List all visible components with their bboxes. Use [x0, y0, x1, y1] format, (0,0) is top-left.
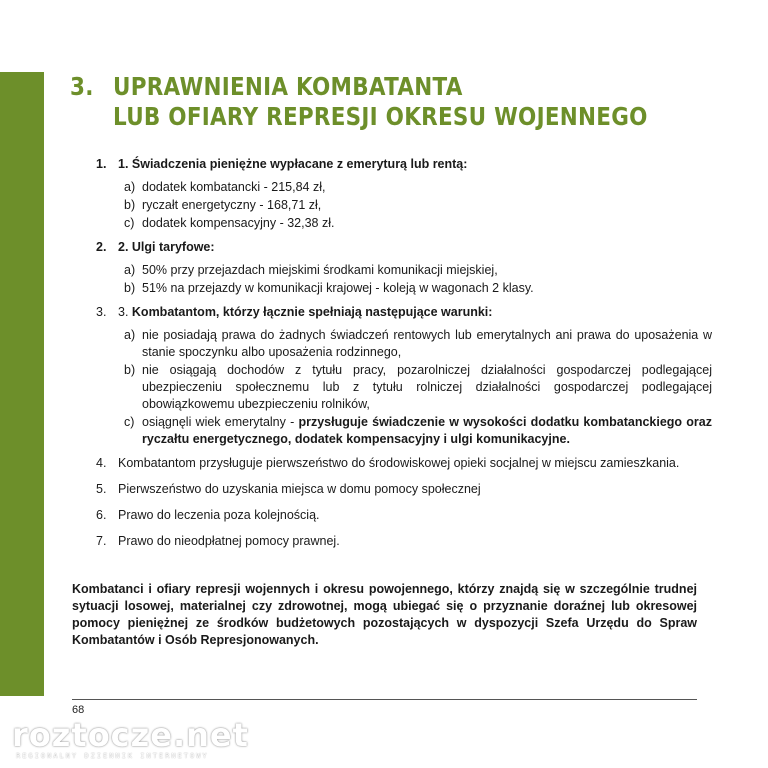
chapter-number: 3.	[70, 72, 94, 101]
sub-list	[118, 262, 712, 297]
item-text: Prawo do nieodpłatnej pomocy prawnej.	[118, 534, 340, 548]
item-text: Kombatantom przysługuje pierwszeństwo do środowiskowej opieki socjalnej w miejscu zamieszkania.	[118, 456, 680, 470]
sub-list	[118, 327, 712, 448]
sub-item	[118, 362, 712, 413]
sub-text: dodatek kombatancki - 215,84 zł,	[142, 180, 326, 194]
item-text: Pierwszeństwo do uzyskania miejsca w domu pomocy społecznej	[118, 482, 481, 496]
sub-letter: c)	[124, 216, 135, 230]
sub-letter: a)	[124, 328, 136, 342]
sub-item	[118, 262, 712, 279]
sub-list	[118, 179, 712, 232]
item-number: 2.	[96, 240, 107, 254]
sub-text: dodatek kompensacyjny - 32,38 zł.	[142, 216, 335, 230]
sub-text: osiągnęli wiek emerytalny -	[142, 415, 299, 429]
sub-text: 50% przy przejazdach miejskimi środkami komunikacji miejskiej,	[142, 263, 498, 277]
item-number: 1.	[96, 157, 107, 171]
sub-text-bold: przysługuje świadczenie w wysokości dodatku kombatanckiego oraz ryczałtu energetycznego, dodatek kompensacyjny i ulgi komunikacyjne.	[142, 415, 712, 446]
list-item-1	[72, 156, 712, 232]
item-number: 6.	[96, 508, 107, 522]
item-number: 5.	[96, 482, 107, 496]
item-text: Kombatantom, którzy łącznie spełniają następujące warunki:	[131, 305, 493, 319]
sub-text: nie posiadają prawa do żadnych świadczeń rentowych lub emerytalnych ani prawa do uposażenia w stanie spoczynku albo uposażenia rodzinnego,	[142, 328, 712, 359]
sub-letter: b)	[124, 281, 136, 295]
watermark-tagline: REGIONALNY DZIENNIK INTERNETOWY	[16, 752, 209, 760]
list-item-3	[72, 304, 712, 448]
footer-divider	[72, 699, 697, 700]
sub-letter: c)	[124, 415, 135, 429]
list-item-4	[72, 455, 712, 472]
list-item-6	[72, 507, 712, 524]
item-text: Prawo do leczenia poza kolejnością.	[118, 508, 320, 522]
sub-text: 51% na przejazdy w komunikacji krajowej - koleją w wagonach 2 klasy.	[142, 281, 534, 295]
watermark-logo: roztocze.net	[12, 716, 249, 754]
list-item-5	[72, 481, 712, 498]
sub-text: ryczałt energetyczny - 168,71 zł,	[142, 198, 322, 212]
item-number: 4.	[96, 456, 107, 470]
entitlements-list	[72, 156, 712, 559]
chapter-title-line2: LUB OFIARY REPRESJI OKRESU WOJENNEGO	[113, 102, 648, 131]
item-number: 7.	[96, 534, 107, 548]
item-text: 1. Świadczenia pieniężne wypłacane z emeryturą lub rentą:	[118, 157, 468, 171]
sub-item	[118, 414, 712, 448]
list-item-2	[72, 239, 712, 297]
closing-paragraph: Kombatanci i ofiary represji wojennych i okresu powojennego, którzy znajdą się w szczególnie trudnej sytuacji losowej, materialnej czy zdrowotnej, mogą ubiegać się o przyznanie doraźnej lub okresowej pomocy pieniężnej ze środków budżetowych pozostających w dyspozycji Szefa Urzędu do Spraw Kombatantów i Osób Represjonowanych.	[72, 582, 697, 647]
item-number: 3.	[96, 305, 107, 319]
list-item-7	[72, 533, 712, 550]
sub-letter: a)	[124, 263, 136, 277]
sub-item	[118, 179, 712, 196]
sub-item	[118, 197, 712, 214]
green-side-bar	[0, 72, 44, 696]
sub-letter: a)	[124, 180, 136, 194]
sub-letter: b)	[124, 198, 136, 212]
sub-text: nie osiągają dochodów z tytułu pracy, pozarolniczej działalności gospodarczej podlegającej ubezpieczeniu społecznemu lub z tytułu rolniczej działalności gospodarczej podlegającej obowiązkowemu ubezpieczeniu rolników,	[142, 363, 712, 411]
page-number: 68	[72, 704, 85, 716]
item-text-prefix: 3.	[118, 305, 132, 319]
item-text: 2. Ulgi taryfowe:	[118, 240, 215, 254]
sub-item	[118, 280, 712, 297]
sub-item	[118, 215, 712, 232]
chapter-heading	[70, 72, 648, 132]
sub-item	[118, 327, 712, 361]
sub-letter: b)	[124, 363, 136, 377]
chapter-title-line1: UPRAWNIENIA KOMBATANTA	[113, 72, 463, 101]
